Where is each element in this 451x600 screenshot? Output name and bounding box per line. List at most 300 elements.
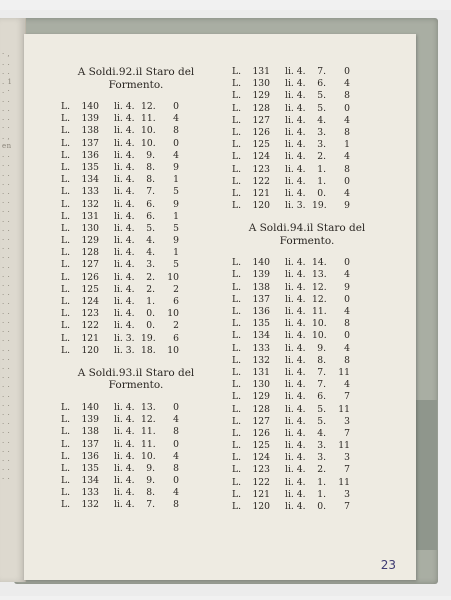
table-cell: li. 4.	[114, 401, 135, 413]
table-cell: 4	[173, 487, 179, 499]
table-cell: 12.	[141, 414, 156, 426]
table-row	[61, 463, 211, 475]
table-row	[61, 414, 211, 426]
table-cell: li. 4.	[285, 464, 306, 476]
table-row	[232, 115, 382, 127]
table-cell: L.	[61, 149, 71, 161]
table-cell: 9.	[146, 462, 155, 474]
table-row	[61, 150, 211, 162]
table-row	[232, 477, 382, 489]
right-column	[232, 66, 382, 513]
table-row	[232, 391, 382, 403]
table-cell: 124	[252, 452, 270, 464]
table-cell: 2.	[317, 151, 326, 163]
table-row	[61, 296, 211, 308]
table-cell: li. 4.	[285, 440, 306, 452]
table-cell: 1.	[317, 163, 326, 175]
table-cell: L.	[61, 235, 71, 247]
table-row	[61, 101, 211, 113]
table-cell: 11.	[141, 438, 156, 450]
table-row	[232, 404, 382, 416]
table-cell: 8	[173, 426, 179, 438]
table-cell: 5	[173, 222, 179, 234]
table-cell: 4.	[146, 247, 155, 259]
table-row	[232, 176, 382, 188]
table-row	[232, 416, 382, 428]
table-cell: L.	[232, 354, 242, 366]
table-cell: 0.	[317, 501, 326, 512]
table-cell: 4	[173, 149, 179, 161]
table-cell: 5	[173, 186, 179, 198]
table-cell: 3.	[317, 440, 326, 452]
table-cell: L.	[232, 293, 242, 305]
table-cell: li. 4.	[285, 306, 306, 317]
table-cell: L.	[232, 163, 242, 175]
table-row	[232, 306, 382, 318]
table-cell: 0.	[146, 308, 155, 320]
table-cell: L.	[61, 499, 71, 511]
table-cell: 1.	[317, 476, 326, 488]
table-cell: 130	[252, 78, 270, 90]
table-cell: 123	[252, 464, 270, 476]
table-cell: 10.	[141, 125, 156, 137]
table-cell: li. 4.	[285, 403, 306, 415]
table-cell: li. 4.	[285, 126, 306, 138]
table-cell: 6	[173, 332, 179, 344]
table-cell: 138	[81, 125, 99, 137]
table-cell: L.	[232, 139, 242, 151]
table-cell: 4	[344, 306, 350, 317]
table-cell: li. 4.	[285, 114, 306, 126]
table-cell: 0	[344, 102, 350, 114]
table-cell: 7	[344, 464, 350, 476]
table-cell: 0	[344, 175, 350, 187]
table-cell: 4	[344, 187, 350, 199]
table-cell: 122	[81, 320, 99, 332]
table-cell: 0	[344, 293, 350, 305]
table-cell: 7	[344, 427, 350, 439]
table-cell: li. 4.	[285, 366, 306, 378]
table-row	[61, 125, 211, 137]
table-cell: li. 4.	[285, 163, 306, 175]
table-cell: L.	[61, 222, 71, 234]
table-cell: L.	[61, 414, 71, 426]
table-cell: 11.	[141, 113, 156, 125]
table-row	[61, 259, 211, 271]
table-row	[232, 282, 382, 294]
table-cell: li. 4.	[285, 139, 306, 151]
table-row	[232, 367, 382, 379]
table-row	[232, 90, 382, 102]
table-cell: 2	[173, 283, 179, 295]
table-cell: li. 4.	[285, 318, 306, 330]
table-cell: L.	[232, 187, 242, 199]
table-cell: 10.	[141, 137, 156, 149]
table-cell: 5	[173, 259, 179, 271]
table-cell: L.	[232, 476, 242, 488]
table-row	[61, 162, 211, 174]
table-cell: L.	[232, 175, 242, 187]
table-row	[61, 426, 211, 438]
table-cell: L.	[61, 320, 71, 332]
table-cell: L.	[232, 102, 242, 114]
table-cell: li. 4.	[114, 113, 135, 125]
price-table-94	[232, 257, 382, 513]
table-cell: 121	[81, 332, 99, 344]
table-cell: li. 4.	[114, 271, 135, 283]
table-cell: li. 4.	[285, 488, 306, 500]
table-cell: 11.	[312, 306, 327, 317]
table-cell: 4	[344, 269, 350, 281]
heading-line: A Soldi.92.il Staro del	[77, 66, 195, 78]
table-cell: li. 4.	[114, 450, 135, 462]
table-cell: 2.	[146, 283, 155, 295]
table-cell: L.	[61, 475, 71, 487]
table-cell: 1	[173, 210, 179, 222]
table-cell: L.	[232, 151, 242, 163]
table-row	[232, 318, 382, 330]
table-cell: 10.	[141, 450, 156, 462]
table-row	[232, 103, 382, 115]
table-row	[232, 257, 382, 269]
table-cell: li. 4.	[114, 161, 135, 173]
table-cell: li. 4.	[285, 281, 306, 293]
heading-line: Formento.	[279, 234, 335, 247]
table-cell: L.	[61, 271, 71, 283]
table-cell: 4	[344, 78, 350, 90]
table-cell: li. 4.	[285, 187, 306, 199]
table-cell: L.	[232, 269, 242, 281]
heading-line: A Soldi.93.il Staro del	[77, 366, 195, 379]
table-cell: 8	[173, 462, 179, 474]
table-row	[61, 475, 211, 487]
table-cell: L.	[232, 501, 242, 512]
table-cell: 139	[81, 113, 99, 125]
table-cell: 133	[252, 342, 270, 354]
table-cell: 1	[173, 247, 179, 259]
table-row	[61, 174, 211, 186]
table-heading-92	[61, 66, 211, 91]
table-cell: li. 4.	[285, 102, 306, 114]
table-cell: 3.	[146, 259, 155, 271]
table-heading-93	[61, 367, 211, 392]
table-cell: 1.	[317, 488, 326, 500]
table-cell: li. 4.	[114, 247, 135, 259]
table-cell: 6	[173, 296, 179, 307]
table-cell: 5.	[317, 415, 326, 427]
table-row	[61, 333, 211, 345]
table-cell: 8.	[317, 354, 326, 366]
table-cell: L.	[61, 450, 71, 462]
table-row	[232, 428, 382, 440]
table-cell: 4.	[317, 427, 326, 439]
table-cell: 1.	[146, 296, 155, 307]
table-cell: li. 4.	[114, 308, 135, 320]
table-cell: L.	[232, 440, 242, 452]
table-cell: 8.	[146, 487, 155, 499]
table-cell: 125	[252, 139, 270, 151]
table-cell: 4.	[146, 235, 155, 247]
cover-edge	[413, 400, 437, 550]
table-cell: 136	[81, 149, 99, 161]
table-cell: L.	[61, 161, 71, 173]
table-cell: L.	[61, 186, 71, 198]
table-cell: 6.	[146, 210, 155, 222]
table-cell: 8	[344, 90, 350, 102]
table-cell: 129	[81, 235, 99, 247]
table-cell: 132	[81, 198, 99, 210]
table-cell: li. 4.	[285, 78, 306, 90]
table-row	[61, 320, 211, 332]
heading-line: Formento.	[108, 78, 164, 91]
table-cell: L.	[232, 114, 242, 126]
table-cell: 13.	[141, 401, 156, 413]
table-cell: 7.	[146, 186, 155, 198]
table-cell: li. 4.	[285, 90, 306, 102]
table-row	[232, 379, 382, 391]
table-row	[232, 188, 382, 200]
table-cell: L.	[232, 200, 242, 212]
table-cell: 136	[252, 306, 270, 317]
table-cell: 7.	[317, 66, 326, 77]
table-cell: 129	[252, 90, 270, 102]
table-cell: 126	[81, 271, 99, 283]
table-cell: 2.	[146, 271, 155, 283]
table-cell: 120	[81, 344, 99, 356]
table-cell: L.	[232, 366, 242, 378]
table-cell: 7.	[317, 366, 326, 378]
table-cell: 14.	[312, 257, 327, 269]
table-cell: li. 4.	[285, 391, 306, 403]
table-row	[232, 330, 382, 342]
table-cell: li. 4.	[114, 438, 135, 450]
table-cell: 9	[344, 281, 350, 293]
table-cell: 8	[344, 318, 350, 330]
table-cell: 1	[344, 139, 350, 151]
table-cell: 0	[173, 438, 179, 450]
table-cell: L.	[232, 126, 242, 138]
table-cell: 3	[344, 415, 350, 427]
table-cell: li. 4.	[114, 149, 135, 161]
table-cell: 6.	[317, 391, 326, 403]
table-cell: 140	[81, 101, 99, 112]
table-cell: 130	[81, 222, 99, 234]
table-cell: 8.	[146, 161, 155, 173]
table-cell: 5.	[317, 90, 326, 102]
table-cell: li. 4.	[114, 475, 135, 487]
table-cell: li. 4.	[285, 452, 306, 464]
table-cell: li. 4.	[114, 462, 135, 474]
table-cell: li. 4.	[114, 296, 135, 307]
table-cell: 0	[173, 101, 179, 112]
table-cell: L.	[232, 306, 242, 317]
table-cell: 7	[344, 391, 350, 403]
table-cell: L.	[232, 403, 242, 415]
table-row	[61, 499, 211, 511]
table-cell: 7	[344, 501, 350, 512]
table-row	[61, 308, 211, 320]
table-cell: L.	[61, 462, 71, 474]
table-cell: 0.	[146, 320, 155, 332]
table-cell: L.	[61, 438, 71, 450]
table-cell: 129	[252, 391, 270, 403]
table-cell: li. 4.	[114, 487, 135, 499]
table-cell: 7.	[146, 499, 155, 511]
facing-page-edge	[0, 18, 26, 582]
table-cell: 128	[252, 403, 270, 415]
table-cell: 124	[252, 151, 270, 163]
table-row	[61, 451, 211, 463]
table-cell: L.	[61, 487, 71, 499]
table-cell: li. 4.	[114, 186, 135, 198]
table-cell: 9	[173, 198, 179, 210]
table-cell: li. 3.	[114, 344, 135, 356]
table-cell: li. 4.	[114, 235, 135, 247]
table-row	[232, 127, 382, 139]
table-cell: 120	[252, 501, 270, 512]
table-cell: L.	[232, 379, 242, 391]
table-cell: 11	[338, 440, 350, 452]
table-cell: 0.	[317, 187, 326, 199]
table-cell: 5.	[317, 102, 326, 114]
table-cell: 138	[252, 281, 270, 293]
table-cell: 4	[344, 114, 350, 126]
table-cell: L.	[61, 426, 71, 438]
table-cell: 134	[81, 475, 99, 487]
table-cell: 140	[81, 401, 99, 413]
table-cell: L.	[61, 101, 71, 112]
table-cell: li. 4.	[285, 379, 306, 391]
table-cell: 123	[252, 163, 270, 175]
table-cell: 127	[81, 259, 99, 271]
table-cell: 134	[252, 330, 270, 342]
table-cell: 120	[252, 200, 270, 212]
table-row	[232, 501, 382, 513]
left-column	[61, 66, 211, 512]
table-cell: 9.	[146, 149, 155, 161]
table-cell: 126	[252, 427, 270, 439]
table-cell: 13.	[312, 269, 327, 281]
table-cell: L.	[232, 415, 242, 427]
table-cell: 5.	[317, 403, 326, 415]
table-cell: 2	[173, 320, 179, 332]
table-cell: 128	[252, 102, 270, 114]
table-cell: 4	[173, 414, 179, 426]
table-cell: L.	[61, 137, 71, 149]
table-cell: 4	[344, 151, 350, 163]
table-cell: 11.	[141, 426, 156, 438]
table-row	[61, 402, 211, 414]
table-row	[61, 272, 211, 284]
table-row	[232, 66, 382, 78]
heading-line: A Soldi.94.il Staro del	[248, 222, 366, 235]
table-row	[61, 235, 211, 247]
table-cell: L.	[61, 247, 71, 259]
table-cell: li. 4.	[114, 137, 135, 149]
table-cell: 9.	[146, 475, 155, 487]
table-cell: L.	[61, 296, 71, 307]
table-row	[232, 139, 382, 151]
table-row	[232, 440, 382, 452]
table-cell: li. 4.	[114, 198, 135, 210]
table-row	[232, 269, 382, 281]
table-row	[61, 439, 211, 451]
facing-page-text: · , . . . . . 1 . · . . . . . . · · . , en . . . . . . . . . . . . . . . . . . . . . . . . . . . . . . . . . . . . . . . . . . . . . . . . . . . . . . . . . . . . . . . . . . . . . . . .	[2, 50, 13, 482]
table-cell: li. 4.	[114, 283, 135, 295]
table-cell: 3.	[317, 139, 326, 151]
table-cell: 0	[173, 137, 179, 149]
heading-line: Formento.	[108, 379, 164, 392]
table-cell: L.	[232, 342, 242, 354]
table-cell: li. 4.	[285, 476, 306, 488]
table-cell: 121	[252, 488, 270, 500]
table-cell: li. 4.	[114, 259, 135, 271]
table-cell: 1.	[317, 175, 326, 187]
table-cell: li. 4.	[114, 426, 135, 438]
table-cell: 6.	[146, 198, 155, 210]
table-cell: 4	[344, 379, 350, 391]
table-cell: 4	[173, 113, 179, 125]
table-cell: 18.	[141, 344, 156, 356]
table-cell: 4.	[317, 114, 326, 126]
table-cell: 6.	[317, 78, 326, 90]
table-row	[61, 284, 211, 296]
table-cell: 123	[81, 308, 99, 320]
table-row	[61, 247, 211, 259]
table-cell: L.	[61, 283, 71, 295]
table-cell: L.	[61, 113, 71, 125]
table-cell: 5.	[146, 222, 155, 234]
table-cell: 8	[344, 354, 350, 366]
table-cell: 135	[252, 318, 270, 330]
table-cell: 3	[344, 452, 350, 464]
page-number: 23	[380, 558, 396, 572]
table-cell: 0	[173, 401, 179, 413]
table-cell: 9.	[317, 342, 326, 354]
table-cell: 137	[252, 293, 270, 305]
table-cell: L.	[61, 174, 71, 186]
table-cell: li. 4.	[114, 222, 135, 234]
table-cell: L.	[61, 210, 71, 222]
table-cell: 136	[81, 450, 99, 462]
table-row	[61, 186, 211, 198]
table-cell: li. 4.	[285, 175, 306, 187]
table-cell: li. 4.	[114, 320, 135, 332]
table-cell: 12.	[312, 281, 327, 293]
table-cell: 131	[252, 66, 270, 77]
table-cell: li. 4.	[285, 415, 306, 427]
table-row	[232, 452, 382, 464]
table-cell: li. 4.	[285, 354, 306, 366]
table-cell: 10	[167, 308, 179, 320]
table-cell: L.	[232, 66, 242, 77]
table-cell: 125	[81, 283, 99, 295]
table-cell: 11	[338, 403, 350, 415]
table-cell: 133	[81, 186, 99, 198]
table-cell: 8.	[146, 174, 155, 186]
table-cell: 8	[344, 163, 350, 175]
table-cell: L.	[232, 90, 242, 102]
table-cell: 0	[173, 475, 179, 487]
table-cell: li. 3.	[114, 332, 135, 344]
table-cell: 134	[81, 174, 99, 186]
table-cell: 10	[167, 344, 179, 356]
table-cell: 122	[252, 175, 270, 187]
table-cell: 125	[252, 440, 270, 452]
table-cell: 8	[344, 126, 350, 138]
table-cell: 2.	[317, 464, 326, 476]
table-row	[232, 489, 382, 501]
